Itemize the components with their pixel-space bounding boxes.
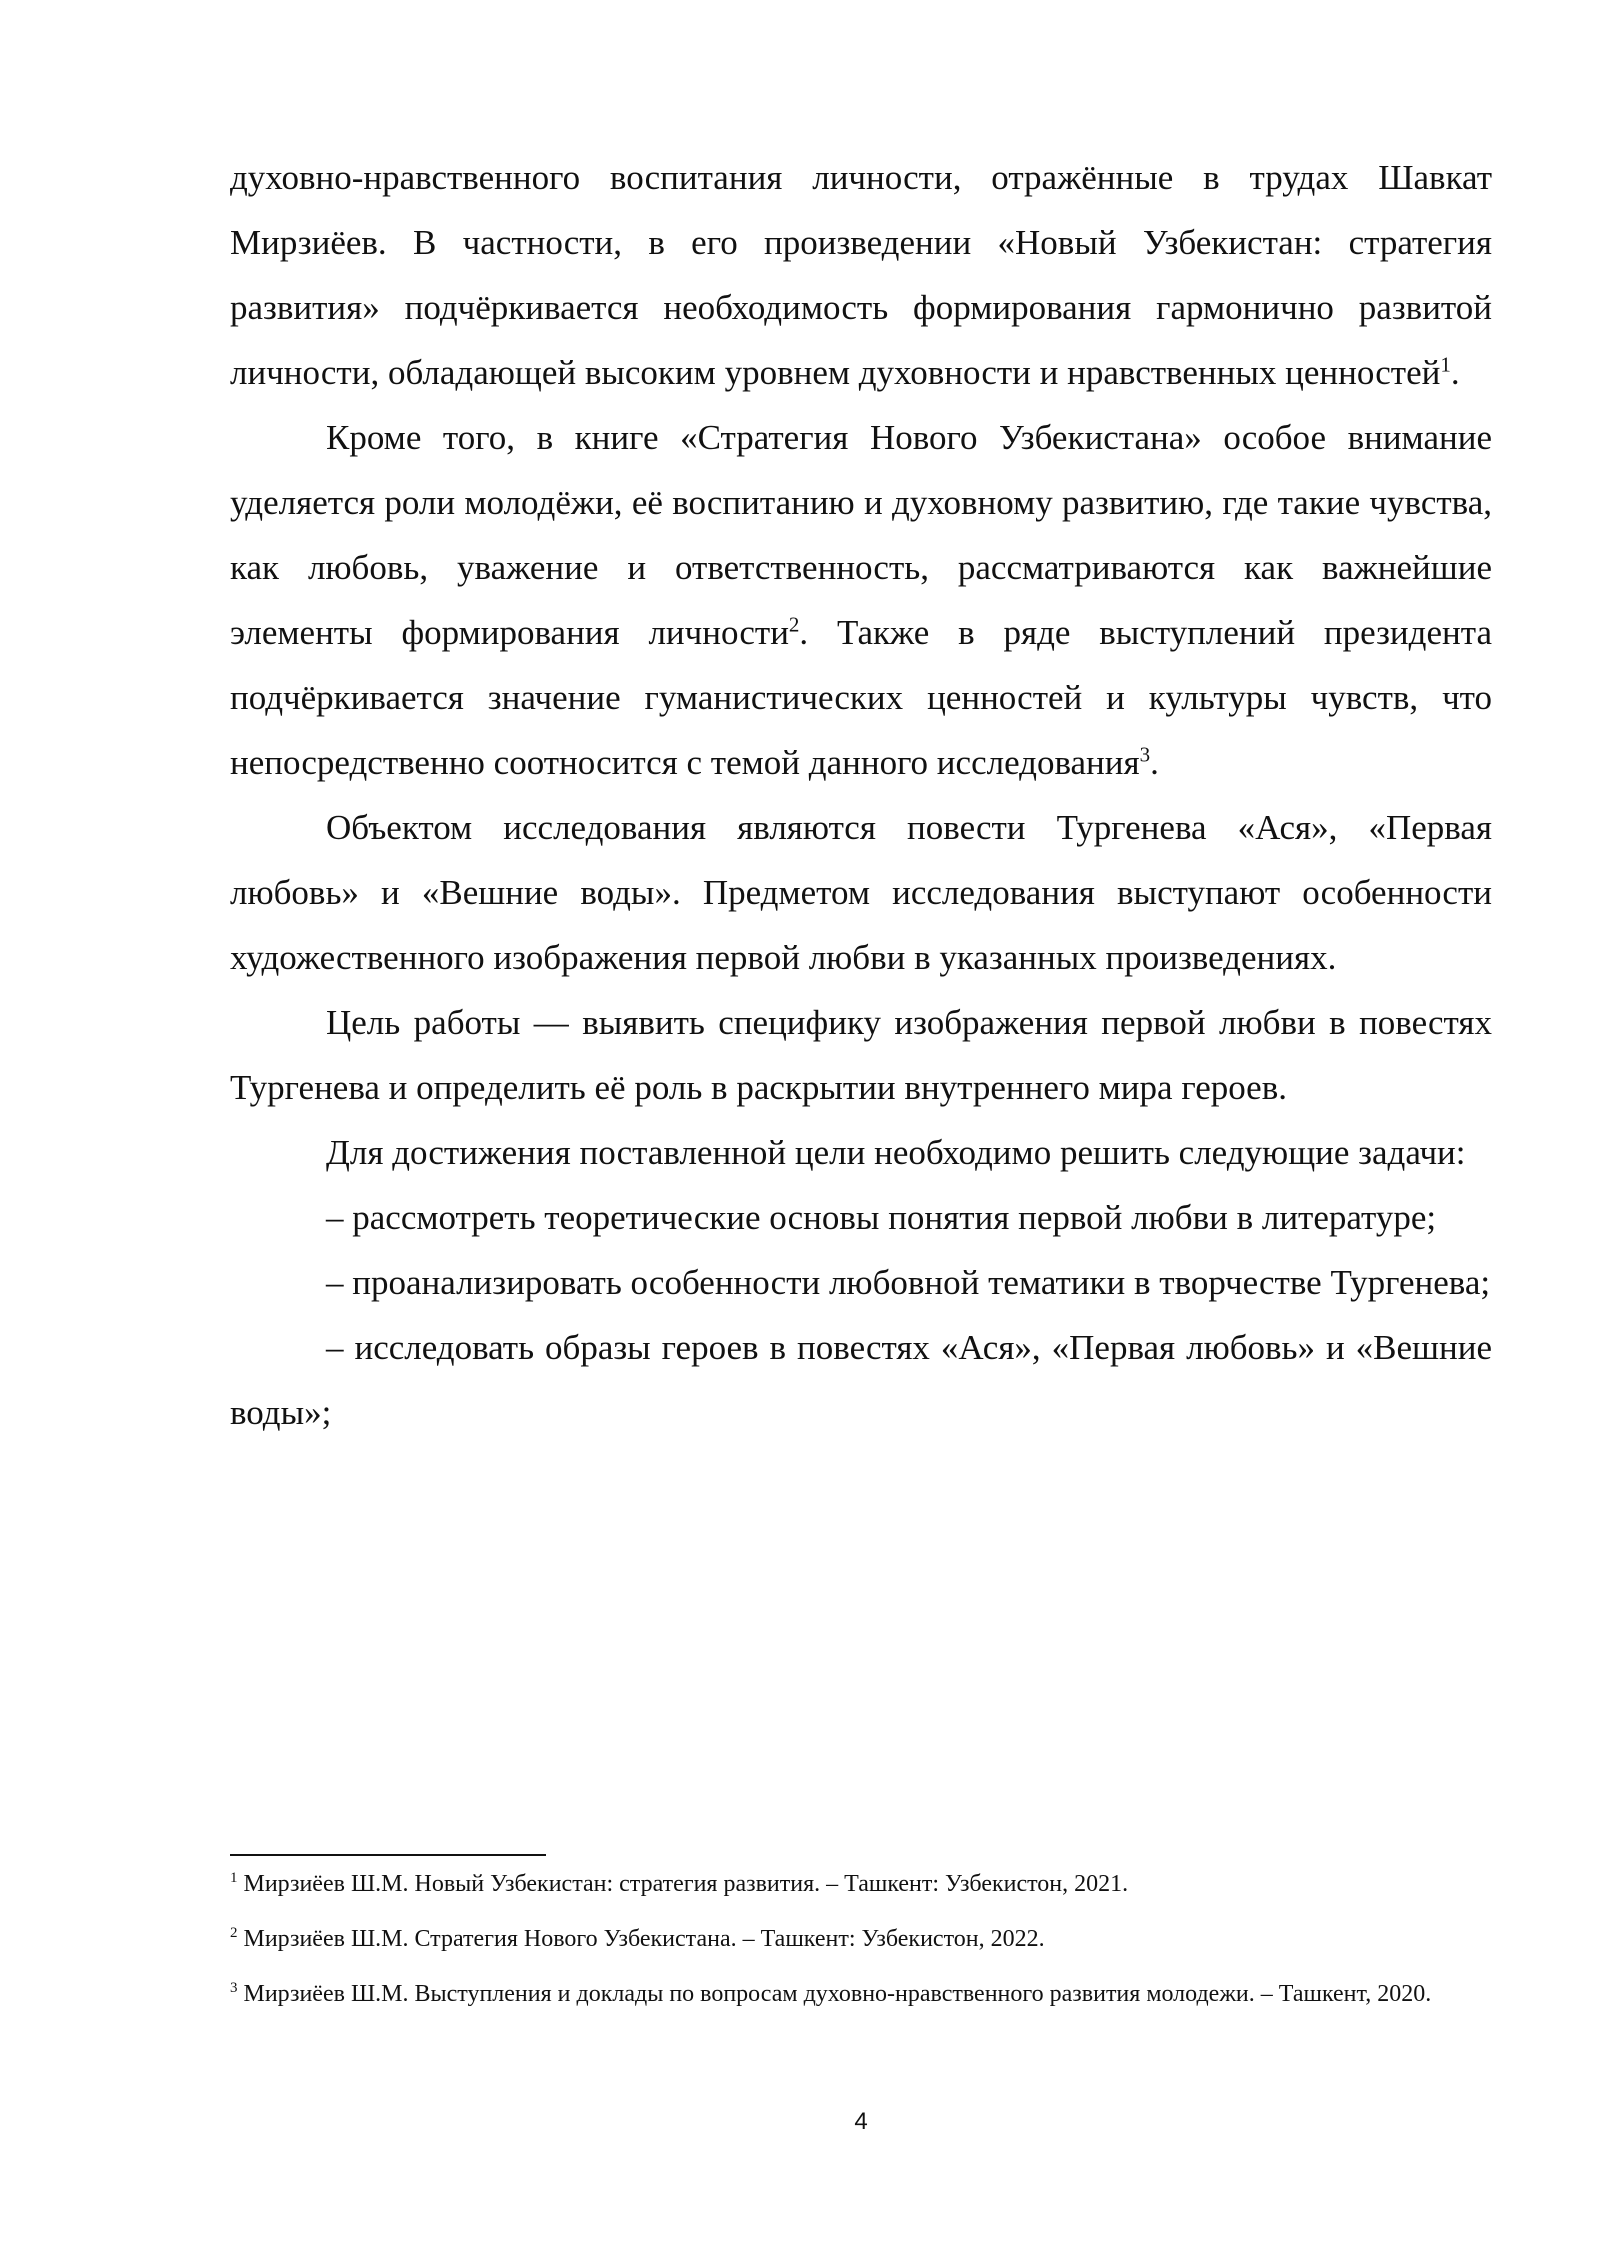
paragraph-3: Объектом исследования являются повести Тургенева «Ася», «Первая любовь» и «Вешние воды». Предметом исследования выступают особенности художественного изображения первой любви в указанных произведениях.: [230, 808, 1492, 977]
paragraph-2-text-b: . Также в ряде выступлений президента подчёркивается значение гуманистических ценностей и культуры чувств, что непосредственно соотносится с темой данного исследования: [230, 613, 1492, 782]
paragraph-5: Для достижения поставленной цели необходимо решить следующие задачи:: [326, 1133, 1466, 1172]
task-item-2: – проанализировать особенности любовной тематики в творчестве Тургенева;: [326, 1263, 1491, 1302]
footnote-1-text: Мирзиёев Ш.М. Новый Узбекистан: стратегия развития. – Ташкент: Узбекистон, 2021.: [237, 1871, 1129, 1897]
footnote-1: [230, 1864, 1492, 1905]
task-item-1: – рассмотреть теоретические основы понятия первой любви в литературе;: [326, 1198, 1437, 1237]
main-text: [230, 145, 1492, 1445]
page-number: 4: [854, 2108, 868, 2135]
paragraph-2: [230, 405, 1492, 795]
footnote-2-mark: 2: [230, 1925, 238, 1941]
footnote-ref-2[interactable]: 2: [788, 612, 800, 637]
footnote-ref-1[interactable]: 1: [1440, 352, 1451, 377]
footnote-2: [230, 1919, 1492, 1960]
footnote-3: [230, 1974, 1492, 2015]
paragraph-1-end: .: [1450, 353, 1460, 392]
footnote-3-mark: 3: [230, 1980, 238, 1996]
footnote-separator: [230, 1854, 546, 1856]
paragraph-2-end: .: [1150, 743, 1159, 782]
footnote-ref-3[interactable]: 3: [1139, 742, 1151, 767]
footnotes: [230, 1864, 1492, 2015]
paragraph-1-text: духовно-нравственного воспитания личности, отражённые в трудах Шавкат Мирзиёев. В частности, в его произведении «Новый Узбекистан: стратегия развития» подчёркивается необходимость формирования гармонично развитой личности, обладающей высоким уровнем духовности и нравственных ценностей: [230, 158, 1492, 392]
paragraph-1: [230, 145, 1492, 405]
footnote-3-text: Мирзиёев Ш.М. Выступления и доклады по вопросам духовно-нравственного развития молодежи. – Ташкент, 2020.: [237, 1981, 1432, 2007]
footnote-2-text: Мирзиёев Ш.М. Стратегия Нового Узбекистана. – Ташкент: Узбекистон, 2022.: [237, 1926, 1045, 1952]
task-item-3: – исследовать образы героев в повестях «Ася», «Первая любовь» и «Вешние воды»;: [230, 1328, 1492, 1432]
paragraph-4: Цель работы — выявить специфику изображения первой любви в повестях Тургенева и определить её роль в раскрытии внутреннего мира героев.: [230, 1003, 1492, 1107]
paragraph-2-text-a: Кроме того, в книге «Стратегия Нового Узбекистана» особое внимание уделяется роли молодёжи, её воспитанию и духовному развитию, где такие чувства, как любовь, уважение и ответственность, рассматриваются как важнейшие элементы формирования личности: [230, 418, 1492, 652]
footnote-1-mark: 1: [230, 1870, 238, 1886]
